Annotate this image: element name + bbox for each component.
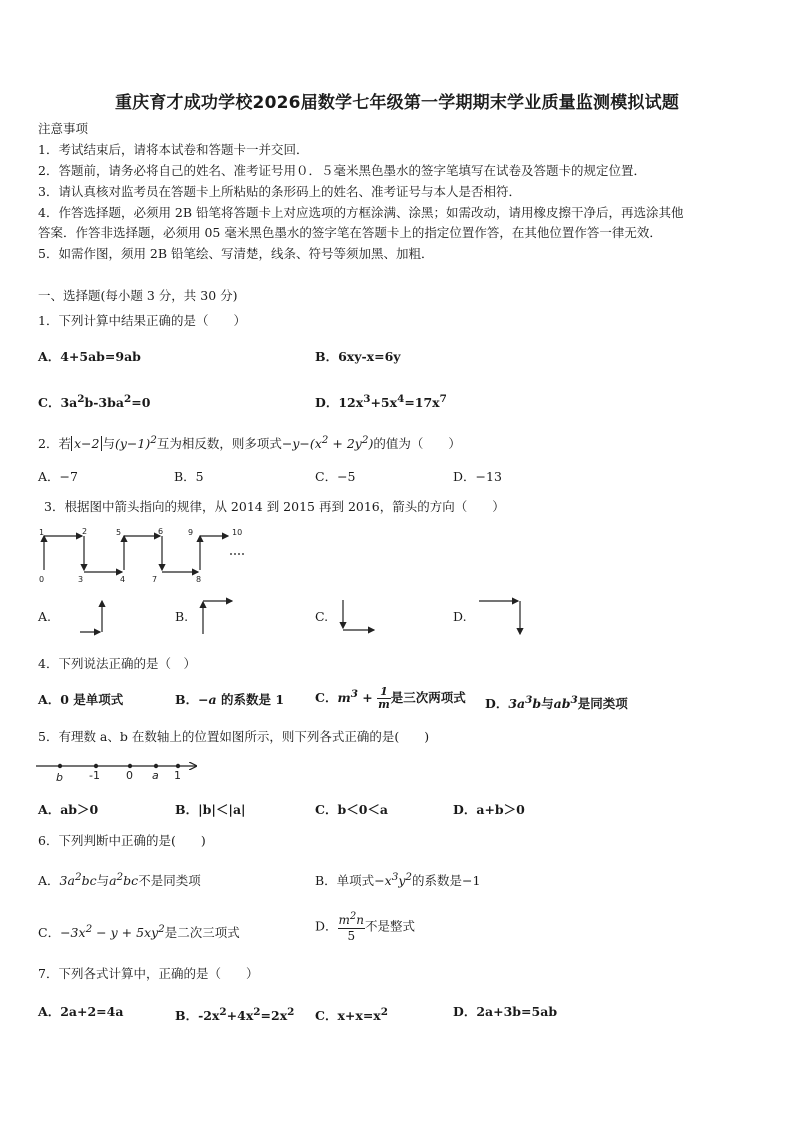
q2-option-a: A．−7 [38,469,78,484]
q5-label-0: 0 [126,769,133,782]
q3-option-c: C. [315,609,329,624]
q3-label-8: 8 [196,575,202,584]
q3-option-d-figure [476,596,526,640]
q7-option-a: A．2a+2=4a [38,1004,124,1019]
q3-label-1: 1 [39,528,45,537]
q1-option-d: D．$12x^3+5x^4=17x^7$ [315,393,447,411]
q4-option-a: A．0 是单项式 [38,692,124,707]
notice-item-2: 2．答题前，请务必将自己的姓名、准考证号用０．５毫米黑色墨水的签字笔填写在试卷及答题卡的规定位置． [38,163,646,178]
q2-stem: 2．若 x−2 与$(y-1)^2$互为相反数，则多项式$-y-(x^2 + 2y^2)$的值为（ ） [38,434,461,452]
notice-item-4: 4．作答选择题，必须用 2B 铅笔将答题卡上对应选项的方框涂满、涂黑；如需改动，请用橡皮擦干净后，再选涂其他 [38,205,684,220]
notice-item-1: 1．考试结束后，请将本试卷和答题卡一并交回． [38,142,309,157]
q4-option-b: B．−a 的系数是 1 [175,692,285,707]
q3-label-2: 2 [82,527,88,536]
q3-stem: 3．根据图中箭头指向的规律，从 2014 到 2015 再到 2016，箭头的方向（ ） [44,499,505,514]
q1-option-b: B．6xy-x=6y [315,349,401,364]
q5-option-a: A．ab＞0 [38,802,99,817]
q5-label-a: a [152,769,159,782]
q6-stem: 6．下列判断中正确的是( ) [38,833,206,848]
q6-option-c: C．$-3x^2 - y + 5xy^2$是二次三项式 [38,923,240,941]
q3-option-b-figure [198,596,238,638]
q3-label-4: 4 [120,575,126,584]
q7-option-d: D．2a+3b=5ab [453,1004,558,1019]
notice-item-5: 5．如需作图，须用 2B 铅笔绘、写清楚，线条、符号等须加黑、加粗． [38,246,434,261]
q5-label-1: 1 [174,769,181,782]
q7-option-c: C．$x+x=x^2$ [315,1006,389,1024]
q3-label-3: 3 [78,575,84,584]
q3-option-c-figure [338,596,380,638]
q5-stem: 5．有理数 a、b 在数轴上的位置如图所示，则下列各式正确的是( ) [38,729,430,744]
q7-option-b: B．$-2x^2+4x^2=2x^2$ [175,1006,295,1024]
notice-item-4-cont: 答案．作答非选择题，必须用 05 毫米黑色墨水的签字笔在答题卡上的指定位置作答，在其他位置作答一律无效． [38,225,662,240]
q4-option-c: C．$m^3$ + $\frac{1}{m}$ 是三次两项式 [315,685,466,712]
q6-option-b: B．单项式$-x^3y^2$的系数是−1 [315,871,481,889]
q4-option-d: D．$3a^3b$与$ab^3$是同类项 [485,694,628,712]
q3-label-10: 10 [232,528,243,537]
q3-option-a-figure [78,596,114,638]
q4-stem: 4．下列说法正确的是（ ） [38,656,196,671]
q3-option-b: B. [175,609,189,624]
notice-item-3: 3．请认真核对监考员在答题卡上所粘贴的条形码上的姓名、准考证号与本人是否相符． [38,184,521,199]
q3-label-6: 6 [158,527,164,536]
q1-stem: 1．下列计算中结果正确的是（ ） [38,313,246,328]
q3-option-d: D. [453,609,467,624]
q1-option-c: C．$3a^2b-3ba^2=0$ [38,393,151,411]
q3-label-5: 5 [116,528,122,537]
q5-label-b: b [56,771,63,784]
q3-arrow-pattern-figure [34,526,254,586]
q5-label-neg1: -1 [89,769,100,782]
q3-label-9: 9 [188,528,194,537]
q2-option-c: C．−5 [315,469,356,484]
q6-option-a: A．$3a^2bc$与$a^2bc$不是同类项 [38,871,201,889]
q5-option-c: C．b＜0＜a [315,802,388,817]
notice-heading: 注意事项 [38,121,89,136]
q2-option-b: B．5 [174,469,204,484]
q3-label-0: 0 [39,575,45,584]
page-title: 重庆育才成功学校2026届数学七年级第一学期期末学业质量监测模拟试题 [114,93,680,113]
q2-option-d: D．−13 [453,469,502,484]
section-heading: 一、选择题(每小题 3 分，共 30 分) [38,288,238,303]
q7-stem: 7．下列各式计算中，正确的是（ ） [38,966,259,981]
q3-label-7: 7 [152,575,158,584]
q5-option-b: B．|b|＜|a| [175,802,246,817]
q1-option-a: A．4+5ab=9ab [38,349,141,364]
q6-option-d: D． $\frac{m^2n}{5}$ 不是整式 [315,911,416,943]
q3-option-a: A. [38,609,52,624]
q5-option-d: D．a+b＞0 [453,802,525,817]
q5-number-line [34,756,204,786]
